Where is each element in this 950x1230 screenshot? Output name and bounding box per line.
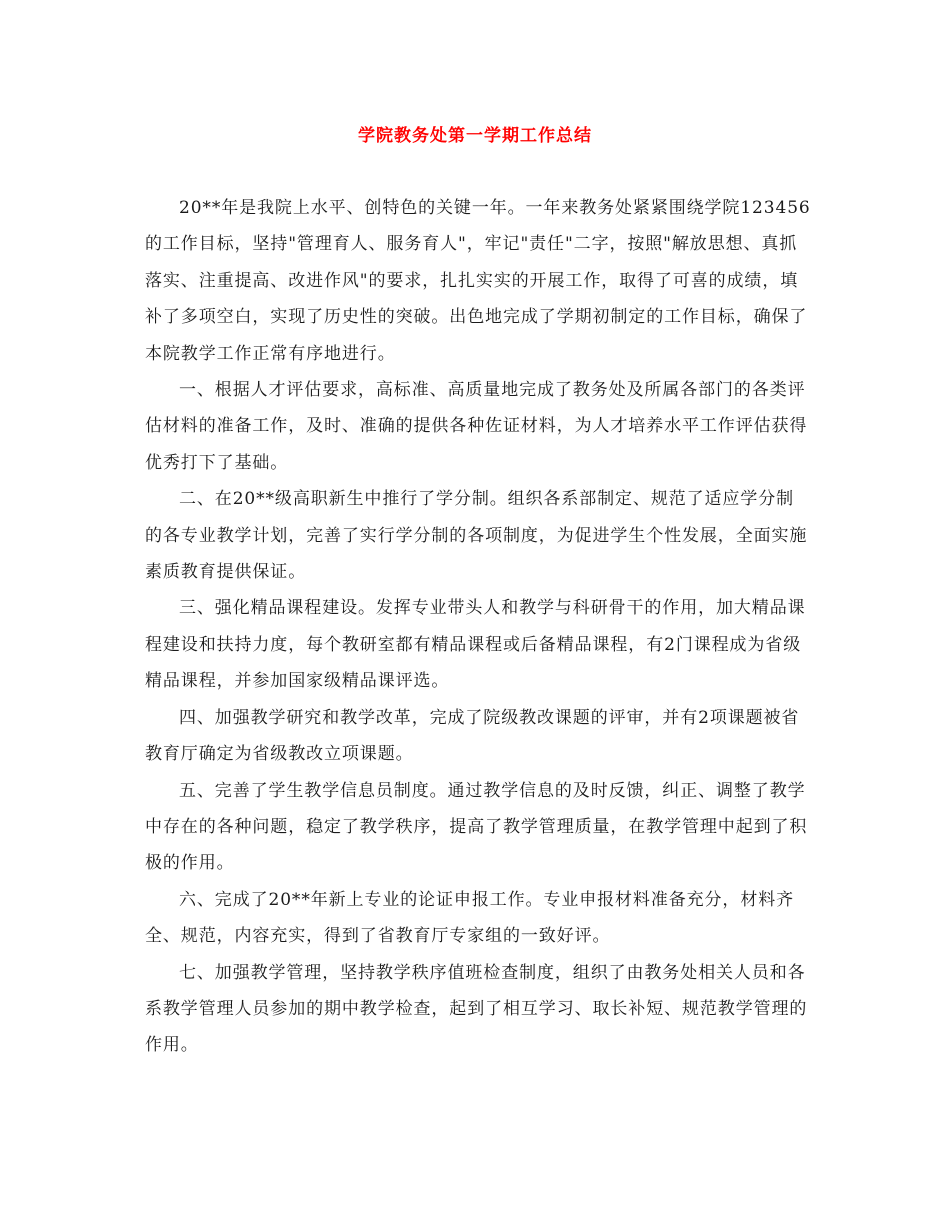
paragraph-intro: 20**年是我院上水平、创特色的关键一年。一年来教务处紧紧围绕学院123456的工作目标，坚持"管理育人、服务育人"，牢记"责任"二字，按照"解放思想、真抓落实、注重提高、改进作风"的要求，扎扎实实的开展工作，取得了可喜的成绩，填补了多项空白，实现了历史性的突破。出色地完成了学期初制定的工作目标，确保了本院教学工作正常有序地进行。 — [145, 198, 811, 364]
paragraph-item-5: 五、完善了学生教学信息员制度。通过教学信息的及时反馈，纠正、调整了教学中存在的各种问题，稳定了教学秩序，提高了教学管理质量，在教学管理中起到了积极的作用。 — [145, 780, 808, 874]
paragraph-item-7: 七、加强教学管理，坚持教学秩序值班检查制度，组织了由教务处相关人员和各系教学管理人员参加的期中教学检查，起到了相互学习、取长补短、规范教学管理的作用。 — [145, 962, 808, 1056]
paragraph-item-4: 四、加强教学研究和教学改革，完成了院级教改课题的评审，并有2项课题被省教育厅确定为省级教改立项课题。 — [145, 707, 800, 765]
document-title: 学院教务处第一学期工作总结 — [358, 126, 592, 146]
paragraph-item-3: 三、强化精品课程建设。发挥专业带头人和教学与科研骨干的作用，加大精品课程建设和扶持力度，每个教研室都有精品课程或后备精品课程，有2门课程成为省级精品课程，并参加国家级精品课评选。 — [145, 598, 806, 692]
paragraph-item-2: 二、在20**级高职新生中推行了学分制。组织各系部制定、规范了适应学分制的各专业教学计划，完善了实行学分制的各项制度，为促进学生个性发展，全面实施素质教育提供保证。 — [145, 489, 808, 583]
document-body — [145, 190, 811, 1064]
paragraph-item-1: 一、根据人才评估要求，高标准、高质量地完成了教务处及所属各部门的各类评估材料的准备工作，及时、准确的提供各种佐证材料，为人才培养水平工作评估获得优秀打下了基础。 — [145, 380, 808, 473]
paragraph-item-6: 六、完成了20**年新上专业的论证申报工作。专业申报材料准备充分，材料齐全、规范，内容充实，得到了省教育厅专家组的一致好评。 — [145, 889, 795, 947]
